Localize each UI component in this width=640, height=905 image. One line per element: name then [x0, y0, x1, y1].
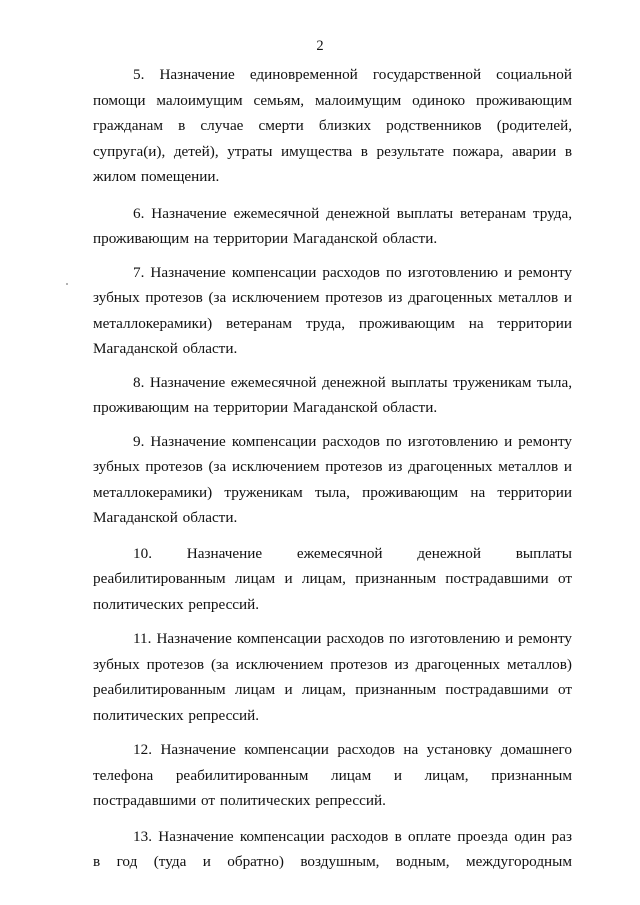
paragraph-item-6: 6. Назначение ежемесячной денежной выплаты ветеранам труда, проживающим на территории Магаданской области. [93, 204, 572, 247]
paragraph-item-9: 9. Назначение компенсации расходов по изготовлению и ремонту зубных протезов (за исключением протезов из драгоценных металлов и металлокерамики) труженикам тыла, проживающим на территории Магаданской области. [93, 432, 572, 526]
paragraph-item-11: 11. Назначение компенсации расходов по изготовлению и ремонту зубных протезов (за исключением протезов из драгоценных металлов) реабилитированным лицам и лицам, признанным пострадавшими от политических репрессий. [93, 630, 572, 724]
document-body [93, 62, 572, 875]
paragraph-item-8: 8. Назначение ежемесячной денежной выплаты труженикам тыла, проживающим на территории Магаданской области. [93, 373, 572, 416]
paragraph-item-10: 10. Назначение ежемесячной денежной выплаты реабилитированным лицам и лицам, признанным пострадавшими от политических репрессий. [93, 544, 572, 613]
paragraph-item-13: 13. Назначение компенсации расходов в оплате проезда один раз в год (туда и обратно) воздушным, водным, междугородным [93, 827, 572, 870]
paragraph-item-7: 7. Назначение компенсации расходов по изготовлению и ремонту зубных протезов (за исключением протезов из драгоценных металлов и металлокерамики) ветеранам труда, проживающим на территории Магаданской области. [93, 263, 572, 357]
paragraph-item-5: 5. Назначение единовременной государственной социальной помощи малоимущим семьям, малоимущим одиноко проживающим гражданам в случае смерти близких родственников (родителей, супруга(и), детей), утраты имущества в результате пожара, аварии в жилом помещении. [93, 66, 572, 185]
paragraph-item-12: 12. Назначение компенсации расходов на установку домашнего телефона реабилитированным лицам и лицам, признанным пострадавшими от политических репрессий. [93, 741, 572, 809]
scan-artifact-dot [66, 283, 68, 285]
page-number: 2 [316, 38, 324, 54]
